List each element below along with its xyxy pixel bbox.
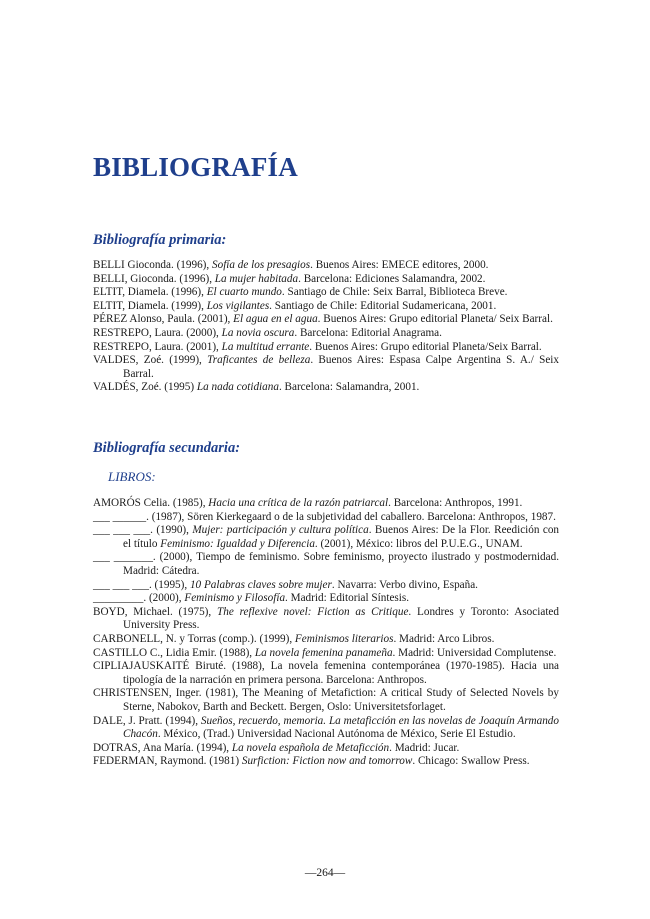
entry-text: VALDES, Zoé. (1999), xyxy=(93,354,208,367)
bibliography-entry xyxy=(93,687,559,714)
secondary-heading: Bibliografía secundaria: xyxy=(93,440,241,456)
bibliography-entry xyxy=(93,497,559,511)
entry-text: _________. (2000), xyxy=(93,592,185,605)
bibliography-entry xyxy=(93,259,559,273)
entry-title: La nada cotidiana xyxy=(196,381,279,394)
entry-text: . Buenos Aires: EMECE editores, 2000. xyxy=(310,259,489,271)
entry-text: AMORÓS Celia. (1985), xyxy=(93,497,209,509)
bibliography-entry xyxy=(93,300,559,314)
entry-text: ___ _______. (2000), Tiempo de feminismo. Sobre feminismo, proyecto ilustrado y postmodernidad. Madrid: Cátedra. xyxy=(93,551,559,577)
entry-title: Feminismo: Igualdad y Diferencia xyxy=(160,537,315,550)
entry-text: . Buenos Aires: Espasa Calpe Argentina S. A./ Seix Barral. xyxy=(123,354,559,380)
entry-text: . Buenos Aires: Grupo editorial Planeta/ Seix Barral. xyxy=(317,313,553,326)
bibliography-entry xyxy=(93,273,559,287)
bibliography-entry xyxy=(93,313,559,327)
entry-title: La mujer habitada xyxy=(214,272,299,285)
entry-text: RESTREPO, Laura. (2001), xyxy=(93,340,222,353)
entry-text: . Santiago de Chile: Editorial Sudamericana, 2001. xyxy=(269,299,497,312)
primary-list xyxy=(93,259,559,395)
entry-text: BOYD, Michael. (1975), xyxy=(93,605,217,618)
entry-text: . Buenos Aires: De la Flor. Reedición con el título xyxy=(123,524,560,550)
entry-title: Sofía de los presagios xyxy=(212,259,311,271)
entry-text: CARBONELL, N. y Torras (comp.). (1999), xyxy=(93,632,295,645)
entry-title: Sueños, recuerdo, memoria. La metaficción en las novelas de Joaquín Armando Chacón xyxy=(123,714,559,741)
bibliography-entry xyxy=(93,381,559,395)
entry-text: . Madrid: Arco Libros. xyxy=(393,632,495,645)
entry-title: Traficantes de belleza xyxy=(207,354,311,367)
bibliography-entry xyxy=(93,660,559,687)
bibliography-entry xyxy=(93,647,559,661)
entry-text: ___ ___ ___. (1995), xyxy=(93,578,190,591)
entry-text: . Barcelona: Ediciones Salamandra, 2002. xyxy=(298,272,486,285)
entry-title: La novela femenina panameña xyxy=(254,646,393,659)
entry-text: RESTREPO, Laura. (2000), xyxy=(93,326,222,339)
entry-text: . Londres y Toronto: Asociated University Press. xyxy=(123,605,559,632)
entry-text: ___ ___ ___. (1990), xyxy=(93,524,193,537)
entry-text: PÉREZ Alonso, Paula. (2001), xyxy=(93,313,234,326)
entry-title: 10 Palabras claves sobre mujer xyxy=(189,578,332,591)
entry-text: CASTILLO C., Lidia Emir. (1988), xyxy=(93,646,255,659)
entry-title: El cuarto mundo xyxy=(206,286,282,299)
bibliography-entry xyxy=(93,286,559,300)
entry-title: La multitud errante xyxy=(221,340,310,353)
entry-text: ___ ______. (1987), Sören Kierkegaard o de la subjetividad del caballero. Barcelona: Anthropos, 1987. xyxy=(93,510,556,523)
bibliography-entry xyxy=(93,592,559,606)
bibliography-entry xyxy=(93,341,559,355)
books-subheading: LIBROS: xyxy=(108,469,156,484)
bibliography-entry xyxy=(93,524,559,551)
bibliography-entry xyxy=(93,511,559,525)
bibliography-entry xyxy=(93,742,559,756)
bibliography-entry xyxy=(93,354,559,381)
entry-text: . Madrid: Jucar. xyxy=(389,741,460,754)
entry-title: Feminismo y Filosofía xyxy=(184,592,286,605)
bibliography-entry xyxy=(93,755,559,769)
entry-text: ELTIT, Diamela. (1996), xyxy=(93,286,207,299)
entry-text: BELLI, Gioconda. (1996), xyxy=(93,272,215,285)
entry-text: . Chicago: Swallow Press. xyxy=(412,755,530,768)
entry-title: El agua en el agua xyxy=(233,313,318,326)
entry-title: Surfiction: Fiction now and tomorrow xyxy=(241,755,413,768)
bibliography-entry xyxy=(93,551,559,578)
entry-text: . (2001), México: libros del P.U.E.G., UNAM. xyxy=(314,537,523,550)
entry-text: CHRISTENSEN, Inger. (1981), The Meaning of Metafiction: A critical Study of Selected Novels by Sterne, Nabokov, Barth and Beckett. Bergen, Oslo: Universitetsforlaget. xyxy=(93,687,559,713)
entry-text: . Madrid: Universidad Complutense. xyxy=(392,646,557,659)
entry-text: . México, (Trad.) Universidad Nacional Autónoma de México, Serie El Estudio. xyxy=(157,728,516,741)
entry-text: . Madrid: Editorial Síntesis. xyxy=(285,592,410,605)
entry-text: . Barcelona: Salamandra, 2001. xyxy=(278,381,420,394)
entry-title: The reflexive novel: Fiction as Critique xyxy=(217,605,409,618)
entry-text: . Navarra: Verbo divino, España. xyxy=(331,578,478,591)
entry-text: DALE, J. Pratt. (1994), xyxy=(93,714,201,727)
entry-title: Los vigilantes xyxy=(206,299,270,312)
entry-title: La novia oscura xyxy=(221,326,295,339)
secondary-list xyxy=(93,497,559,769)
entry-title: La novela española de Metaficción xyxy=(231,741,390,754)
entry-text: CIPLIAJAUSKAITÉ Biruté. (1988), La novela femenina contemporánea (1970-1985). Hacia una tipología de la narración en primera persona. Barcelona: Anthropos. xyxy=(93,660,559,686)
page-title: BIBLIOGRAFÍA xyxy=(93,152,298,182)
entry-text: BELLI Gioconda. (1996), xyxy=(93,259,212,271)
bibliography-entry xyxy=(93,606,559,633)
bibliography-entry xyxy=(93,633,559,647)
entry-text: VALDÉS, Zoé. (1995) xyxy=(93,381,197,394)
entry-title: Hacia una crítica de la razón patriarcal xyxy=(208,497,389,509)
bibliography-entry xyxy=(93,715,559,742)
entry-text: . Barcelona: Anthropos, 1991. xyxy=(388,497,523,509)
entry-title: Mujer: participación y cultura política xyxy=(192,524,369,537)
page-number: —264— xyxy=(304,867,346,879)
bibliography-entry xyxy=(93,579,559,593)
entry-text: . Santiago de Chile: Seix Barral, Biblioteca Breve. xyxy=(281,286,508,299)
entry-text: ELTIT, Diamela. (1999), xyxy=(93,299,207,312)
entry-text: DOTRAS, Ana María. (1994), xyxy=(93,741,232,754)
entry-text: . Barcelona: Editorial Anagrama. xyxy=(294,326,442,339)
entry-title: Feminismos literarios xyxy=(294,632,394,645)
bibliography-entry xyxy=(93,327,559,341)
entry-text: FEDERMAN, Raymond. (1981) xyxy=(93,755,242,768)
primary-heading: Bibliografía primaria: xyxy=(93,232,227,248)
entry-text: . Buenos Aires: Grupo editorial Planeta/Seix Barral. xyxy=(309,340,542,353)
